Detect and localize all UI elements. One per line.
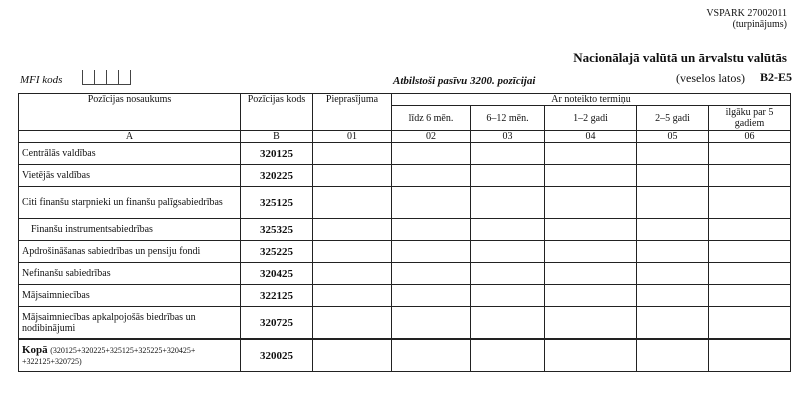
total-code: 320025 — [241, 339, 313, 372]
input-cell[interactable] — [545, 143, 637, 165]
mfi-box[interactable] — [118, 70, 131, 85]
column-letter: A — [19, 131, 241, 143]
input-cell[interactable] — [545, 263, 637, 285]
units-label: (veselos latos) — [676, 71, 745, 85]
input-cell[interactable] — [545, 339, 637, 372]
input-cell[interactable] — [471, 263, 545, 285]
row-code: 320225 — [241, 165, 313, 187]
mfi-box[interactable] — [82, 70, 94, 85]
form-note: (turpinājums) — [732, 19, 787, 30]
table-code: B2-E5 — [760, 70, 793, 84]
input-cell[interactable] — [313, 165, 392, 187]
input-cell[interactable] — [313, 219, 392, 241]
row-label: Finanšu instrumentsabiedrības — [19, 219, 241, 241]
input-cell[interactable] — [545, 219, 637, 241]
row-code: 325225 — [241, 241, 313, 263]
total-label-cell — [19, 339, 241, 372]
input-cell[interactable] — [392, 165, 471, 187]
table-row — [19, 165, 791, 187]
input-cell[interactable] — [637, 187, 709, 219]
position-title: Atbilstoši pasīvu 3200. pozīcijai — [393, 75, 536, 87]
mfi-code-boxes[interactable] — [82, 70, 131, 85]
input-cell[interactable] — [471, 165, 545, 187]
row-code: 320725 — [241, 307, 313, 340]
input-cell[interactable] — [709, 339, 791, 372]
form-code: VSPARK 27002011 — [706, 8, 787, 19]
input-cell[interactable] — [392, 285, 471, 307]
row-code: 320425 — [241, 263, 313, 285]
col-term2-header: 6–12 mēn. — [471, 106, 545, 131]
input-cell[interactable] — [545, 187, 637, 219]
table-row — [19, 241, 791, 263]
row-label: Centrālās valdības — [19, 143, 241, 165]
input-cell[interactable] — [637, 263, 709, 285]
input-cell[interactable] — [392, 263, 471, 285]
input-cell[interactable] — [709, 165, 791, 187]
mfi-box[interactable] — [94, 70, 106, 85]
col-term5-header: ilgāku par 5 gadiem — [709, 106, 791, 131]
row-label: Apdrošināšanas sabiedrības un pensiju fondi — [19, 241, 241, 263]
input-cell[interactable] — [392, 241, 471, 263]
table-row — [19, 263, 791, 285]
input-cell[interactable] — [545, 165, 637, 187]
input-cell[interactable] — [637, 165, 709, 187]
input-cell[interactable] — [313, 263, 392, 285]
column-letter: 04 — [545, 131, 637, 143]
col-term-group-header: Ar noteikto termiņu — [392, 94, 791, 106]
row-code: 325125 — [241, 187, 313, 219]
input-cell[interactable] — [392, 143, 471, 165]
input-cell[interactable] — [471, 285, 545, 307]
input-cell[interactable] — [313, 143, 392, 165]
total-formula: (320125+320225+325125+325225+320425+ +322125+320725) — [22, 346, 196, 366]
input-cell[interactable] — [637, 285, 709, 307]
row-label: Mājsaimniecības apkalpojošās biedrības un nodibinājumi — [19, 307, 241, 340]
input-cell[interactable] — [709, 187, 791, 219]
input-cell[interactable] — [709, 263, 791, 285]
mfi-box[interactable] — [106, 70, 118, 85]
column-letter-row — [19, 131, 791, 143]
total-row — [19, 339, 791, 372]
form-code-block — [706, 8, 787, 30]
table-row — [19, 143, 791, 165]
input-cell[interactable] — [545, 285, 637, 307]
column-letter: 02 — [392, 131, 471, 143]
input-cell[interactable] — [637, 339, 709, 372]
table-row — [19, 187, 791, 219]
row-label: Nefinanšu sabiedrības — [19, 263, 241, 285]
input-cell[interactable] — [313, 187, 392, 219]
input-cell[interactable] — [471, 307, 545, 340]
input-cell[interactable] — [545, 307, 637, 340]
input-cell[interactable] — [471, 241, 545, 263]
table-row — [19, 219, 791, 241]
col-term3-header: 1–2 gadi — [545, 106, 637, 131]
column-letter: 05 — [637, 131, 709, 143]
input-cell[interactable] — [313, 339, 392, 372]
input-cell[interactable] — [313, 307, 392, 340]
input-cell[interactable] — [709, 241, 791, 263]
input-cell[interactable] — [545, 241, 637, 263]
input-cell[interactable] — [392, 187, 471, 219]
col-term1-header: līdz 6 mēn. — [392, 106, 471, 131]
input-cell[interactable] — [313, 241, 392, 263]
currency-heading: Nacionālajā valūtā un ārvalstu valūtās — [573, 50, 787, 65]
col-name-header: Pozīcijas nosaukums — [19, 94, 241, 131]
row-code: 322125 — [241, 285, 313, 307]
input-cell[interactable] — [392, 219, 471, 241]
column-letter: 01 — [313, 131, 392, 143]
row-label: Citi finanšu starpnieki un finanšu palīgsabiedrības — [19, 187, 241, 219]
table-row — [19, 285, 791, 307]
col-demand-header: Pieprasījuma — [313, 94, 392, 131]
mfi-label: MFI kods — [20, 74, 63, 86]
input-cell[interactable] — [471, 219, 545, 241]
row-label: Vietējās valdības — [19, 165, 241, 187]
input-cell[interactable] — [709, 143, 791, 165]
input-cell[interactable] — [471, 339, 545, 372]
input-cell[interactable] — [313, 285, 392, 307]
input-cell[interactable] — [471, 143, 545, 165]
total-label: Kopā — [22, 344, 48, 356]
column-letter: 06 — [709, 131, 791, 143]
input-cell[interactable] — [392, 307, 471, 340]
input-cell[interactable] — [637, 307, 709, 340]
row-code: 320125 — [241, 143, 313, 165]
input-cell[interactable] — [637, 241, 709, 263]
input-cell[interactable] — [637, 219, 709, 241]
input-cell[interactable] — [709, 219, 791, 241]
input-cell[interactable] — [637, 143, 709, 165]
input-cell[interactable] — [392, 339, 471, 372]
row-label: Mājsaimniecības — [19, 285, 241, 307]
column-letter: B — [241, 131, 313, 143]
row-code: 325325 — [241, 219, 313, 241]
input-cell[interactable] — [471, 187, 545, 219]
column-letter: 03 — [471, 131, 545, 143]
input-cell[interactable] — [709, 285, 791, 307]
input-cell[interactable] — [709, 307, 791, 340]
report-table — [18, 93, 791, 372]
col-term4-header: 2–5 gadi — [637, 106, 709, 131]
col-code-header: Pozīcijas kods — [241, 94, 313, 131]
table-row — [19, 307, 791, 340]
